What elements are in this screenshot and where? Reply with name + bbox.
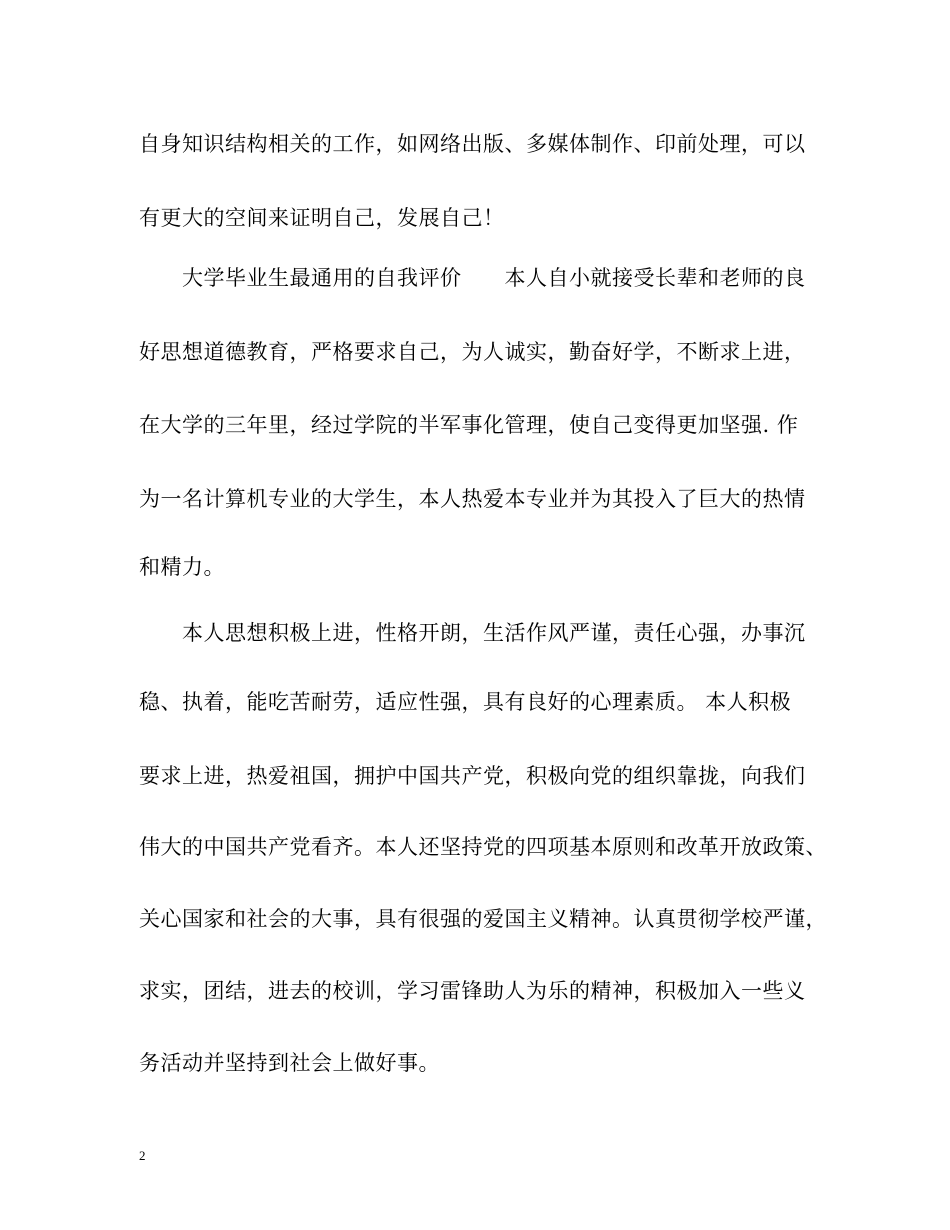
text-line-8: 本人思想积极上进，性格开朗，生活作风严谨，责任心强，办事沉 [139, 621, 806, 645]
text-line-9: 稳、执着，能吃苦耐劳，适应性强，具有良好的心理素质。 本人积极 [139, 690, 792, 714]
text-line-7: 和精力。 [139, 555, 225, 579]
text-line-1: 自身知识结构相关的工作，如网络出版、多媒体制作、印前处理，可以 [139, 132, 806, 156]
text-line-6: 为一名计算机专业的大学生，本人热爱本专业并为其投入了巨大的热情 [139, 487, 806, 511]
text-line-5: 在大学的三年里，经过学院的半军事化管理，使自己变得更加坚强. 作 [139, 413, 799, 437]
text-line-4: 好思想道德教育，严格要求自己，为人诚实，勤奋好学，不断求上进， [139, 340, 806, 364]
text-line-2: 有更大的空间来证明自己，发展自己！ [139, 206, 505, 230]
text-line-10: 要求上进，热爱祖国，拥护中国共产党，积极向党的组织靠拢，向我们 [139, 764, 806, 788]
page-number: 2 [139, 1148, 146, 1163]
text-line-3: 大学毕业生最通用的自我评价 本人自小就接受长辈和老师的良 [139, 266, 806, 290]
text-line-11: 伟大的中国共产党看齐。本人还坚持党的四项基本原则和改革开放政策、 [139, 835, 827, 859]
text-line-12: 关心国家和社会的大事，具有很强的爱国主义精神。认真贯彻学校严谨， [139, 907, 827, 931]
text-line-13: 求实，团结，进去的校训，学习雷锋助人为乐的精神，积极加入一些义 [139, 979, 806, 1003]
text-line-14: 务活动并坚持到社会上做好事。 [139, 1051, 440, 1075]
